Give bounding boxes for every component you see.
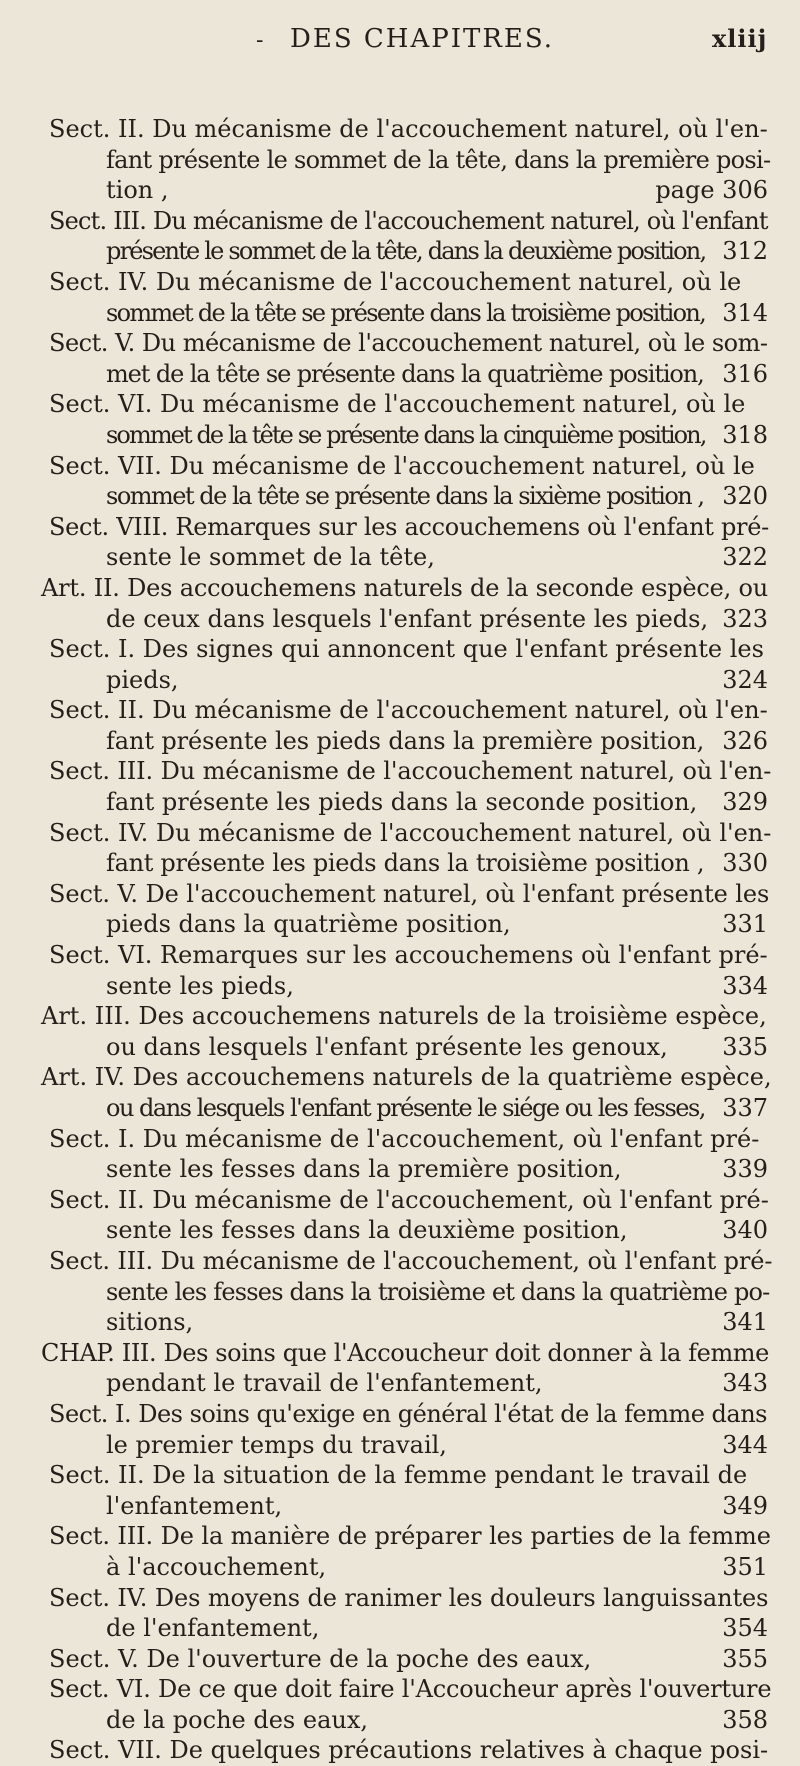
toc-entry-line bbox=[0, 971, 800, 1002]
toc-page-number: 312 bbox=[722, 237, 768, 266]
toc-entry-text: de ceux dans lesquels l'enfant présente les pieds, bbox=[106, 604, 709, 633]
toc-entry-text: sente les fesses dans la deuxième position, bbox=[106, 1216, 628, 1245]
toc-entry-line bbox=[0, 512, 800, 543]
toc-entry-line bbox=[0, 481, 800, 512]
toc-entry-text: fant présente les pieds dans la seconde position, bbox=[106, 788, 698, 817]
toc-entry-line bbox=[0, 787, 800, 818]
toc-entry-line bbox=[0, 1521, 800, 1552]
running-title: DES CHAPITRES. bbox=[290, 24, 555, 54]
toc-entry-line bbox=[0, 359, 800, 390]
toc-entry-line bbox=[0, 145, 800, 176]
toc-entry-text: sommet de la tête se présente dans la sixième position , bbox=[106, 482, 704, 511]
toc-entry-line bbox=[0, 542, 800, 573]
toc-entry-line bbox=[0, 1399, 800, 1430]
toc-entry-text: Sect. VII. De quelques précautions relatives à chaque posi- bbox=[49, 1736, 769, 1765]
toc-entry-text: pieds, bbox=[106, 665, 179, 694]
toc-entry-text: Sect. VI. De ce que doit faire l'Accoucheur après l'ouverture bbox=[49, 1675, 772, 1704]
toc-page-number: 334 bbox=[722, 971, 768, 1000]
toc-entry-line bbox=[0, 1124, 800, 1155]
table-of-contents bbox=[0, 114, 800, 1766]
toc-entry-text: sitions, bbox=[106, 1308, 194, 1337]
toc-entry-text: Sect. IV. Des moyens de ranimer les douleurs languissantes bbox=[49, 1583, 769, 1612]
toc-entry-line bbox=[0, 940, 800, 971]
toc-entry-text: fant présente les pieds dans la première position, bbox=[106, 726, 705, 755]
toc-entry-line bbox=[0, 665, 800, 696]
toc-entry-line bbox=[0, 1583, 800, 1614]
toc-entry-text: Sect. III. Du mécanisme de l'accouchement, où l'enfant pré- bbox=[49, 1246, 773, 1275]
toc-entry-text: Art. III. Des accouchemens naturels de la troisième espèce, bbox=[41, 1002, 767, 1031]
toc-entry-line bbox=[0, 1735, 800, 1766]
toc-entry-text: sente le sommet de la tête, bbox=[106, 543, 435, 572]
toc-entry-text: Sect. VI. Du mécanisme de l'accouchement naturel, où le bbox=[49, 390, 746, 419]
toc-entry-text: Sect. III. De la manière de préparer les parties de la femme bbox=[49, 1522, 771, 1551]
toc-entry-line bbox=[0, 573, 800, 604]
toc-entry-line bbox=[0, 1001, 800, 1032]
toc-entry-line bbox=[0, 298, 800, 329]
running-header bbox=[0, 20, 800, 60]
toc-entry-line bbox=[0, 1338, 800, 1369]
toc-entry-line bbox=[0, 879, 800, 910]
toc-entry-line bbox=[0, 1644, 800, 1675]
toc-page-number: 351 bbox=[722, 1552, 768, 1581]
toc-entry-text: sommet de la tête se présente dans la cinquième position, bbox=[106, 420, 706, 449]
toc-entry-text: Sect. III. Du mécanisme de l'accouchement naturel, où l'enfant bbox=[49, 206, 768, 235]
toc-entry-text: sente les pieds, bbox=[106, 971, 294, 1000]
toc-entry-line bbox=[0, 1613, 800, 1644]
toc-page-number: 316 bbox=[722, 359, 768, 388]
toc-page-number: 337 bbox=[722, 1094, 768, 1122]
toc-entry-line bbox=[0, 1246, 800, 1277]
toc-entry-text: ou dans lesquels l'enfant présente les genoux, bbox=[106, 1032, 668, 1061]
toc-entry-text: Sect. I. Des soins qu'exige en général l'état de la femme dans bbox=[49, 1399, 767, 1428]
toc-page-number: 335 bbox=[722, 1032, 768, 1061]
toc-entry-line bbox=[0, 451, 800, 482]
toc-entry-line bbox=[0, 328, 800, 359]
toc-page-number: 318 bbox=[722, 420, 768, 449]
toc-page-number: 326 bbox=[722, 726, 768, 755]
toc-page-number: 339 bbox=[722, 1155, 768, 1184]
toc-entry-text: Sect. VI. Remarques sur les accouchemens où l'enfant pré- bbox=[49, 941, 768, 970]
header-dash: - bbox=[256, 28, 265, 53]
toc-entry-text: de l'enfantement, bbox=[106, 1614, 320, 1643]
toc-entry-line bbox=[0, 604, 800, 635]
toc-entry-text: Sect. V. De l'accouchement naturel, où l'enfant présente les bbox=[49, 879, 770, 908]
toc-page-number: 329 bbox=[722, 788, 768, 817]
toc-entry-line bbox=[0, 1460, 800, 1491]
toc-entry-text: pendant le travail de l'enfantement, bbox=[106, 1369, 543, 1398]
toc-entry-text: Sect. II. De la situation de la femme pendant le travail de bbox=[49, 1461, 748, 1490]
toc-entry-text: Art. II. Des accouchemens naturels de la seconde espèce, ou bbox=[41, 573, 769, 602]
toc-page-number: 344 bbox=[722, 1430, 768, 1459]
toc-entry-text: sente les fesses dans la troisième et dans la quatrième po- bbox=[106, 1277, 770, 1306]
toc-entry-line bbox=[0, 1093, 800, 1124]
toc-entry-line bbox=[0, 206, 800, 237]
toc-entry-line bbox=[0, 909, 800, 940]
toc-page-number: 330 bbox=[722, 849, 768, 878]
toc-entry-line bbox=[0, 175, 800, 206]
toc-entry-text: Sect. VIII. Remarques sur les accouchemens où l'enfant pré- bbox=[49, 512, 769, 541]
toc-entry-line bbox=[0, 1062, 800, 1093]
toc-entry-line bbox=[0, 114, 800, 145]
toc-page-number: 349 bbox=[722, 1491, 768, 1520]
toc-entry-text: présente le sommet de la tête, dans la deuxième position, bbox=[106, 237, 706, 266]
toc-entry-line bbox=[0, 818, 800, 849]
toc-page-number: 355 bbox=[722, 1644, 768, 1673]
toc-entry-text: Sect. II. Du mécanisme de l'accouchement naturel, où l'en- bbox=[49, 696, 768, 725]
toc-entry-line bbox=[0, 1032, 800, 1063]
folio-number: xliij bbox=[712, 24, 768, 53]
toc-page-number: 354 bbox=[722, 1614, 768, 1643]
toc-page-number: page 306 bbox=[655, 176, 768, 205]
toc-entry-text: tion , bbox=[106, 176, 169, 205]
toc-entry-line bbox=[0, 634, 800, 665]
toc-entry-text: le premier temps du travail, bbox=[106, 1430, 447, 1459]
toc-entry-line bbox=[0, 756, 800, 787]
toc-entry-text: ou dans lesquels l'enfant présente le siége ou les fesses, bbox=[106, 1094, 705, 1122]
toc-entry-line bbox=[0, 1552, 800, 1583]
toc-entry-line bbox=[0, 1705, 800, 1736]
toc-entry-line bbox=[0, 1277, 800, 1308]
toc-entry-line bbox=[0, 1368, 800, 1399]
toc-entry-line bbox=[0, 1307, 800, 1338]
toc-entry-line bbox=[0, 267, 800, 298]
toc-entry-line bbox=[0, 1154, 800, 1185]
toc-entry-line bbox=[0, 1430, 800, 1461]
toc-entry-text: Sect. V. Du mécanisme de l'accouchement naturel, où le som- bbox=[49, 329, 768, 358]
toc-entry-text: sente les fesses dans la première position, bbox=[106, 1155, 622, 1184]
toc-entry-text: CHAP. III. Des soins que l'Accoucheur doit donner à la femme bbox=[41, 1338, 769, 1367]
toc-entry-line bbox=[0, 420, 800, 451]
toc-page-number: 324 bbox=[722, 665, 768, 694]
toc-entry-text: sommet de la tête se présente dans la troisième position, bbox=[106, 298, 706, 327]
toc-page-number: 323 bbox=[722, 604, 768, 633]
toc-entry-line bbox=[0, 726, 800, 757]
toc-entry-text: l'enfantement, bbox=[106, 1491, 283, 1520]
toc-entry-text: Sect. IV. Du mécanisme de l'accouchement naturel, où l'en- bbox=[49, 818, 772, 847]
toc-entry-line bbox=[0, 695, 800, 726]
toc-page-number: 340 bbox=[722, 1216, 768, 1245]
toc-page-number: 331 bbox=[722, 910, 768, 939]
toc-entry-line bbox=[0, 389, 800, 420]
toc-page-number: 314 bbox=[722, 298, 768, 327]
toc-page-number: 343 bbox=[722, 1369, 768, 1398]
toc-entry-text: met de la tête se présente dans la quatrième position, bbox=[106, 359, 704, 388]
toc-entry-text: Sect. II. Du mécanisme de l'accouchement, où l'enfant pré- bbox=[49, 1185, 769, 1214]
toc-page-number: 341 bbox=[722, 1308, 768, 1337]
toc-entry-text: à l'accouchement, bbox=[106, 1552, 327, 1581]
toc-entry-text: Sect. VII. Du mécanisme de l'accouchement naturel, où le bbox=[49, 451, 755, 480]
toc-entry-line bbox=[0, 1215, 800, 1246]
toc-page-number: 320 bbox=[722, 482, 768, 511]
toc-entry-line bbox=[0, 848, 800, 879]
toc-entry-text: Sect. IV. Du mécanisme de l'accouchement naturel, où le bbox=[49, 267, 742, 296]
toc-entry-text: Sect. I. Du mécanisme de l'accouchement, où l'enfant pré- bbox=[49, 1124, 760, 1153]
toc-page-number: 358 bbox=[722, 1705, 768, 1734]
toc-page-number: 322 bbox=[722, 543, 768, 572]
toc-entry-text: Sect. III. Du mécanisme de l'accouchement naturel, où l'en- bbox=[49, 757, 772, 786]
toc-entry-text: fant présente le sommet de la tête, dans la première posi- bbox=[106, 145, 771, 174]
toc-entry-text: Sect. I. Des signes qui annoncent que l'enfant présente les bbox=[49, 635, 764, 664]
toc-entry-text: Art. IV. Des accouchemens naturels de la quatrième espèce, bbox=[41, 1063, 772, 1092]
toc-entry-line bbox=[0, 1674, 800, 1705]
toc-entry-text: Sect. V. De l'ouverture de la poche des eaux, bbox=[49, 1644, 592, 1673]
toc-entry-line bbox=[0, 236, 800, 267]
toc-entry-text: pieds dans la quatrième position, bbox=[106, 910, 511, 939]
toc-entry-text: de la poche des eaux, bbox=[106, 1705, 368, 1734]
toc-entry-text: fant présente les pieds dans la troisième position , bbox=[106, 849, 705, 878]
toc-entry-text: Sect. II. Du mécanisme de l'accouchement naturel, où l'en- bbox=[49, 115, 768, 143]
toc-entry-line bbox=[0, 1491, 800, 1522]
toc-entry-line bbox=[0, 1185, 800, 1216]
